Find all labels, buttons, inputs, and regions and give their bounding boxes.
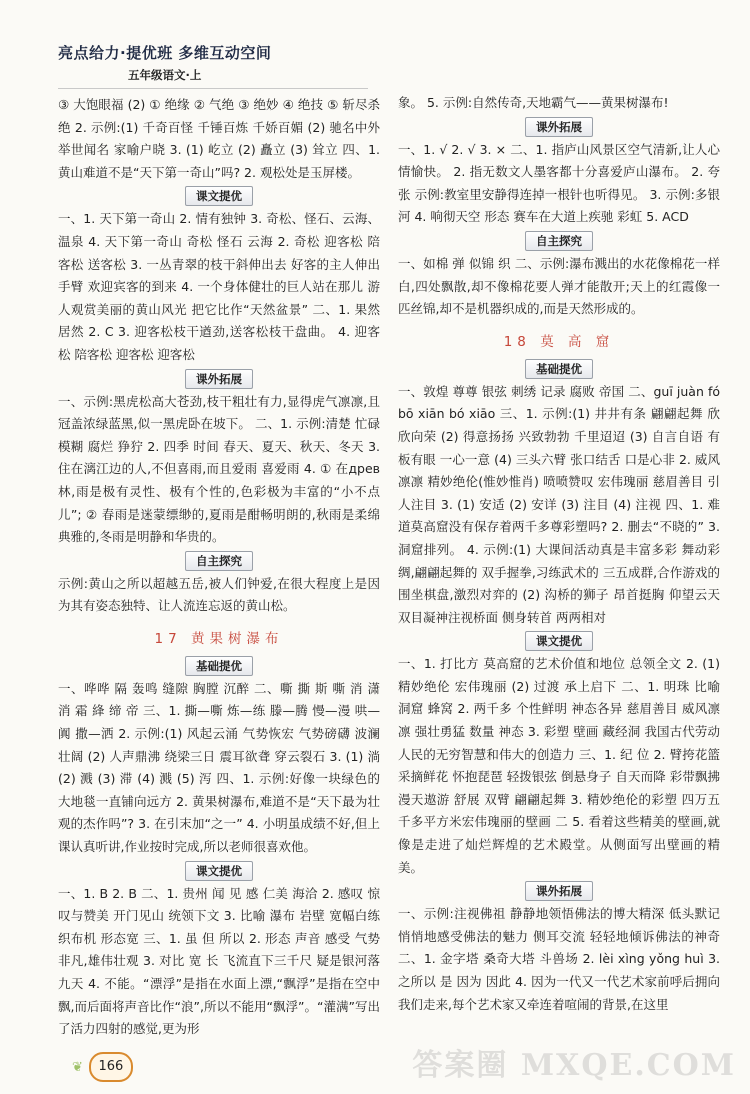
answer-block: 一、哗哗 隔 轰鸣 缝隙 胸膛 沉醉 二、嘶 撕 斯 嘶 消 潇 消 霜 綘 缔 帝 三、1. 撕—嘶 炼—练 滕—腾 慢—漫 哄—阗 撒—洒 2. 示例:(1) 风起云涌 气势恢宏 气势磅礴 波澜壮阔 (2) 人声鼎沸 绕梁三日 震耳欲聋 穿云裂石 3. (1) 淌 (2) 溅 (3) 滞 (4) 溅 (5) 泻 四、1. 示例:好像一块绿色的大地毯一直铺向远方 2. 黄果树瀑布,难道不是“天下最为壮观的杰作吗”? 3. 在引末加“之一” 4. 小明虽成绩不好,但上课认真听讲,作业按时完成,所以老师很喜欢他。 [58, 680, 380, 855]
leaf-icon: ❦ [72, 1059, 83, 1075]
section-label: 课文提优 [525, 631, 593, 651]
answer-block: 象。 5. 示例:自然传奇,天地霸气——黄果树瀑布! [398, 95, 669, 110]
section-label: 自主探究 [185, 551, 253, 571]
answer-block: 一、1. 天下第一奇山 2. 情有独钟 3. 奇松、怪石、云海、温泉 4. 天下第一奇山 奇松 怪石 云海 2. 奇松 迎客松 陪客松 送客松 3. 一丛青翠的枝干斜伸出去 好客的主人伸出手臂 欢迎宾客的到来 4. 一个身体健壮的巨人站在那儿 游人观赏美丽的黄山风光 把它比作“天然盆景” 二、1. 果然 居然 2. C 3. 迎客松枝干遒劲,送客松枝干盘曲。 4. 迎客松 陪客松 迎客松 迎客松 [58, 211, 380, 362]
book-grade-subtitle: 五年级语文·上 [128, 68, 202, 82]
header-divider [58, 88, 368, 89]
left-column [58, 94, 380, 1041]
section-label: 课文提优 [185, 861, 253, 881]
section-label: 课外拓展 [525, 117, 593, 137]
chapter-heading: 17 黄果树瀑布 [154, 630, 284, 647]
book-series-title: 亮点给力·提优班 多维互动空间 [58, 44, 272, 62]
right-column [398, 92, 720, 1016]
answer-block: 一、1. √ 2. √ 3. × 二、1. 指庐山风景区空气清新,让人心情愉快。 2. 指无数文人墨客都十分喜爱庐山瀑布。 2. 夸张 示例:教室里安静得连掉一根针也听得见。 3. 示例:多银河 4. 响彻天空 形态 赛车在大道上疾驰 彩虹 5. ACD [398, 141, 720, 225]
chapter-heading: 18 莫 高 窟 [503, 333, 615, 350]
section-label: 课外拓展 [525, 881, 593, 901]
section-label: 课外拓展 [185, 369, 253, 389]
answer-block: 一、1. B 2. B 二、1. 贵州 闻 见 感 仁美 海洽 2. 感叹 惊叹与赞美 开门见山 统领下文 3. 比喻 瀑布 岩壁 宽幅白练 织布机 形态宽 三、1. 虽 但 所以 2. 形态 声音 感受 气势非凡,雄伟壮观 3. 对比 宽 长 飞流直下三千尺 疑是银河落九天 4. 不能。“漂浮”是指在水面上漂,“飘浮”是指在空中飘,而后面将声音比作“浪”,所以不能用“飘浮”。“灌满”写出了活力四射的感觉,更为形 [58, 885, 380, 1037]
section-label: 自主探究 [525, 231, 593, 251]
page-header [58, 42, 358, 83]
answer-block: 一、示例:注视佛祖 静静地领悟佛法的博大精深 低头默记 悄悄地感受佛法的魅力 侧耳交流 轻轻地倾诉佛法的神奇 二、1. 金字塔 桑奇大塔 斗兽场 2. lèi xìng yǒng huì 3. 之所以 是 因为 因此 4. 因为一代又一代艺术家前呼后拥向我们走来,每个艺术家又牵连着喧闹的背景,在这里 [398, 906, 720, 1012]
answer-block: ③ 大饱眼福 (2) ① 绝缘 ② 气绝 ③ 绝妙 ④ 绝技 ⑤ 斩尽杀绝 2. 示例:(1) 千奇百怪 千锤百炼 千娇百媚 (2) 驰名中外 举世闻名 家喻户晓 3. (1) 屹立 (2) 矗立 (3) 耸立 四、1. 黄山难道不是“天下第一奇山”吗? 2. 观松处是玉屏楼。 [58, 97, 380, 180]
section-label: 课文提优 [185, 186, 253, 206]
page-footer [72, 1052, 133, 1082]
section-label: 基础提优 [185, 656, 253, 676]
answer-block: 示例:黄山之所以超越五岳,被人们钟爱,在很大程度上是因为其有姿态独特、让人流连忘返的黄山松。 [58, 575, 380, 614]
watermark: 答案圈 MXQE.COM [412, 1048, 736, 1083]
answer-block: 一、如棉 弹 似锦 织 二、示例:瀑布溅出的水花像棉花一样白,四处飘散,却不像棉花要人弹才能散开;天上的红霞像一匹丝锦,却不是机器织成的,而是天然形成的。 [398, 255, 720, 317]
section-label: 基础提优 [525, 359, 593, 379]
answer-block: 一、1. 打比方 莫高窟的艺术价值和地位 总领全文 2. (1) 精妙绝伦 宏伟瑰丽 (2) 过渡 承上启下 二、1. 明珠 比喻 洞窟 蜂窝 2. 两千多 个性鲜明 神态各异 慈眉善目 威风凛凛 强壮勇猛 数量 神态 3. 彩塑 壁画 藏经洞 我国古代劳动人民的无穷智慧和伟大的创造力 三、1. 纪 位 2. 臂挎花篮 采摘鲜花 怀抱琵琶 轻拨银弦 倒悬身子 自天而降 彩带飘拂 漫天遨游 舒展 双臂 翩翩起舞 3. 精妙绝伦的彩塑 四万五千多平方米宏伟瑰丽的壁画 二 5. 看着这些精美的壁画,就像是走进了灿烂辉煌的艺术殿堂。从侧面写出壁画的精美。 [398, 656, 720, 875]
answer-block: 一、示例:黑虎松高大苍劲,枝干粗壮有力,显得虎气凛凛,且冠盖浓绿蓝黑,似一黑虎卧在坡下。 二、1. 示例:清楚 忙碌 模糊 腐烂 狰狞 2. 四季 时间 春天、夏天、秋天、冬天 3. 住在漓江边的人,不但喜雨,而且爱雨 喜爱雨 4. ① 在древ林,雨是极有灵性、极有个性的,色彩极为丰富的“小不点儿”; ② 春雨是迷蒙缥缈的,夏雨是酣畅明朗的,秋雨是柔绵典雅的,冬雨是明静和华贵的。 [58, 393, 380, 545]
page-number: 166 [89, 1052, 133, 1082]
answer-block: 一、敦煌 尊尊 银弦 刺绣 记录 腐败 帝国 二、guī juàn fó bō xiān bó xiāo 三、1. 示例:(1) 井井有条 翩翩起舞 欣欣向荣 (2) 得意扬扬 兴致勃勃 千里迢迢 (3) 自言自语 有板有眼 一心一意 (4) 三头六臂 张口结舌 口是心非 2. 威风凛凛 精妙绝伦(惟妙惟肖) 喷喷赞叹 宏伟瑰丽 慈眉善目 引人注目 3. (1) 安适 (2) 安详 (3) 注目 (4) 注视 四、1. 难道莫高窟没有保存着两千多尊彩塑吗? 2. 删去“不晓的” 3. 洞窟排列。 4. 示例:(1) 大课间活动真是丰富多彩 舞动彩绸,翩翩起舞的 双手握拳,习练武术的 三五成群,合作游戏的 围坐棋盘,激烈对弈的 (2) 沟桥的狮子 昂首挺胸 仰望云天 双目凝神注视桥面 侧身转首 两两相对 [398, 383, 720, 625]
